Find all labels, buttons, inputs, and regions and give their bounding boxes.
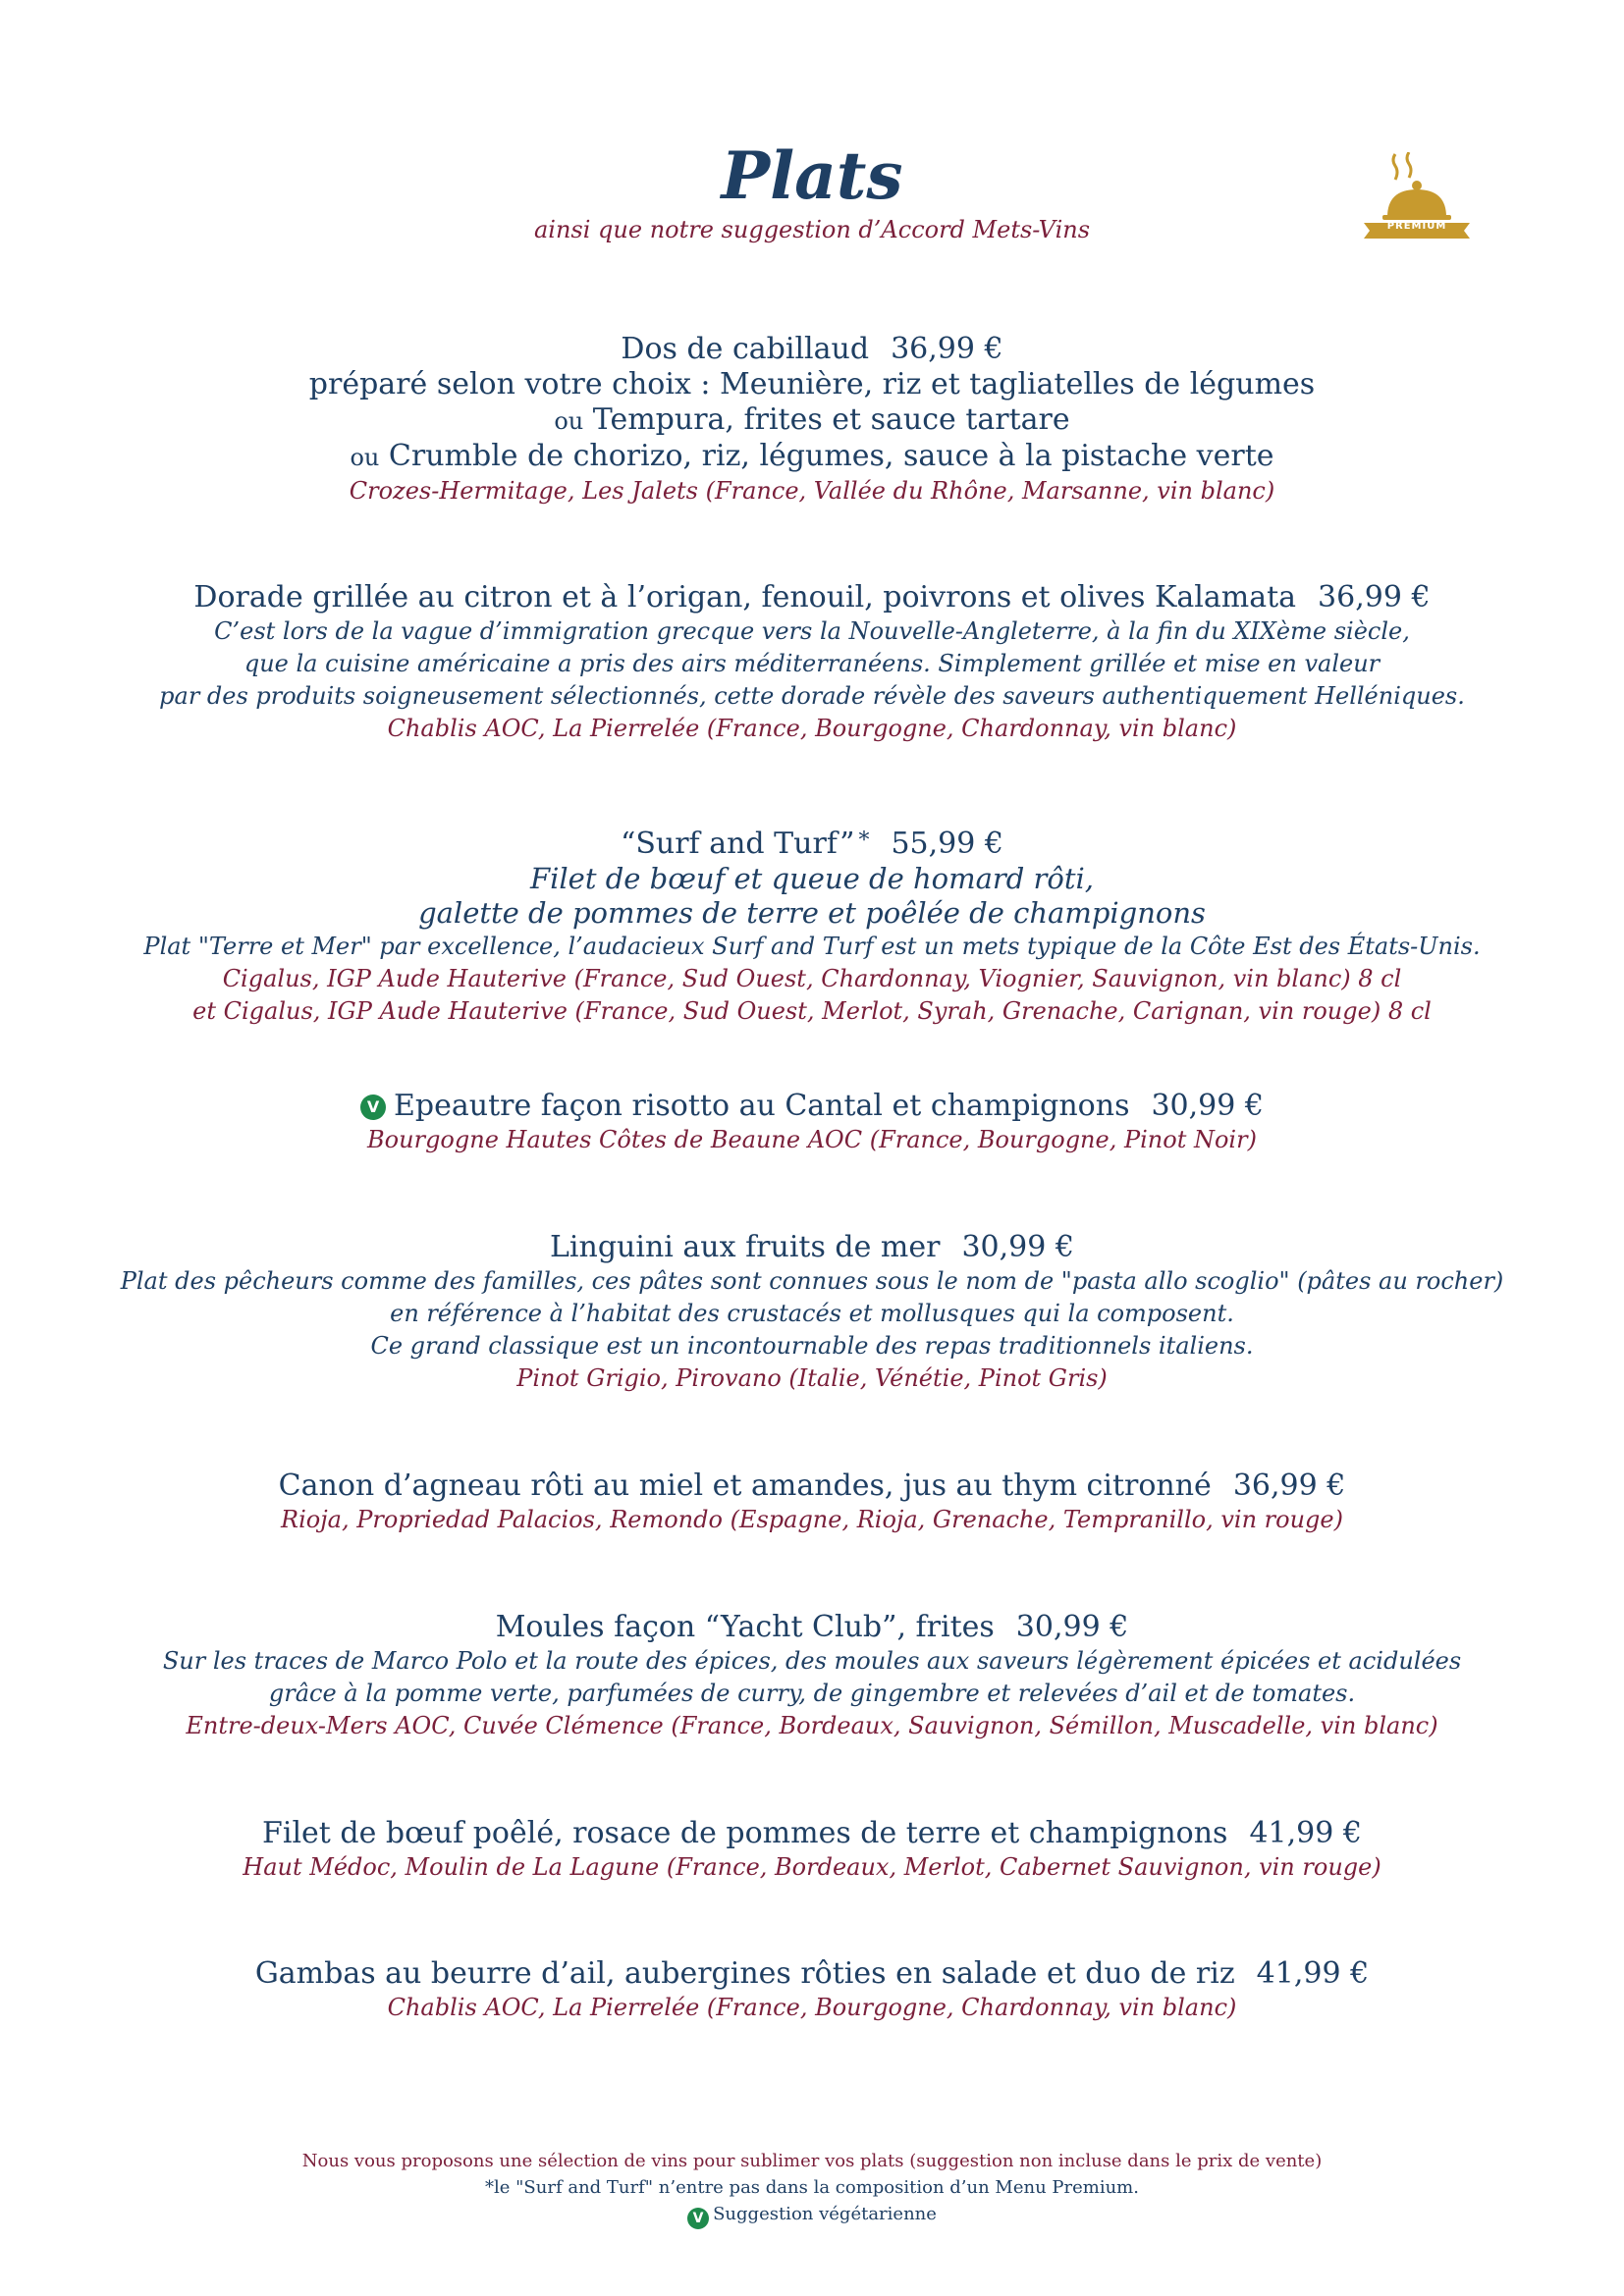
dish-description: que la cuisine américaine a pris des airs méditerranéens. Simplement grillée et mise en valeur bbox=[244, 650, 1380, 677]
dish-subtitle: galette de pommes de terre et poêlée de champignons bbox=[418, 896, 1206, 930]
dish-epeautre bbox=[0, 1089, 1624, 1156]
dish-price: 36,99 € bbox=[891, 332, 1003, 366]
page-subtitle: ainsi que notre suggestion d’Accord Mets-Vins bbox=[533, 216, 1091, 243]
menu-footer bbox=[0, 2148, 1624, 2229]
premium-badge bbox=[1358, 152, 1476, 245]
dish-option: Tempura, frites et sauce tartare bbox=[592, 402, 1070, 437]
dish-name: Dorade grillée au citron et à l’origan, fenouil, poivrons et olives Kalamata bbox=[193, 580, 1297, 614]
dish-filet-boeuf bbox=[0, 1816, 1624, 1884]
wine-pairing: et Cigalus, IGP Aude Hauterive (France, Sud Ouest, Merlot, Syrah, Grenache, Carignan, vin rouge) 8 cl bbox=[192, 997, 1432, 1025]
dish-asterisk: * bbox=[858, 828, 870, 853]
wine-pairing: Haut Médoc, Moulin de La Lagune (France, Bordeaux, Merlot, Cabernet Sauvignon, vin rouge) bbox=[243, 1853, 1381, 1881]
wine-pairing: Chablis AOC, La Pierrelée (France, Bourgogne, Chardonnay, vin blanc) bbox=[387, 1994, 1237, 2021]
dish-price: 30,99 € bbox=[1015, 1610, 1129, 1644]
dish-price: 30,99 € bbox=[961, 1230, 1074, 1264]
dish-name: Linguini aux fruits de mer bbox=[550, 1230, 941, 1264]
dish-linguini bbox=[0, 1230, 1624, 1395]
footer-veg-label: Suggestion végétarienne bbox=[713, 2204, 937, 2224]
premium-badge-label: PREMIUM bbox=[1386, 221, 1447, 232]
footer-wine-note: Nous vous proposons une sélection de vins pour sublimer vos plats (suggestion non incluse dans le prix de vente) bbox=[301, 2151, 1323, 2171]
dish-gambas bbox=[0, 1956, 1624, 2024]
wine-pairing: Entre-deux-Mers AOC, Cuvée Clémence (France, Bordeaux, Sauvignon, Sémillon, Muscadelle, vin blanc) bbox=[186, 1712, 1438, 1739]
dish-price: 41,99 € bbox=[1249, 1816, 1362, 1850]
dish-list bbox=[0, 332, 1624, 2024]
wine-pairing: Rioja, Propriedad Palacios, Remondo (Espagne, Rioja, Grenache, Tempranillo, vin rouge) bbox=[281, 1506, 1343, 1533]
dish-name: Gambas au beurre d’ail, aubergines rôties en salade et duo de riz bbox=[254, 1956, 1235, 1991]
dish-cabillaud bbox=[0, 332, 1624, 507]
dish-moules bbox=[0, 1610, 1624, 1742]
vegetarian-icon: V bbox=[687, 2208, 709, 2229]
vegetarian-icon: V bbox=[360, 1095, 386, 1120]
dish-subtitle: Filet de bœuf et queue de homard rôti, bbox=[530, 862, 1094, 895]
dish-agneau bbox=[0, 1468, 1624, 1536]
footer-veg-legend bbox=[0, 2201, 1624, 2229]
dish-price: 41,99 € bbox=[1256, 1956, 1370, 1991]
dish-option-or: ou bbox=[350, 444, 380, 471]
wine-pairing: Pinot Grigio, Pirovano (Italie, Vénétie, Pinot Gris) bbox=[516, 1364, 1108, 1392]
dish-description: en référence à l’habitat des crustacés et mollusques qui la composent. bbox=[390, 1300, 1234, 1327]
dish-price: 36,99 € bbox=[1318, 580, 1431, 614]
dish-price: 36,99 € bbox=[1232, 1468, 1346, 1503]
dish-name: Moules façon “Yacht Club”, frites bbox=[495, 1610, 995, 1644]
dish-name: Epeautre façon risotto au Cantal et champignons bbox=[394, 1089, 1130, 1123]
dish-option: Crumble de chorizo, riz, légumes, sauce à la pistache verte bbox=[388, 439, 1274, 473]
dish-description: Sur les traces de Marco Polo et la route des épices, des moules aux saveurs légèrement épicées et acidulées bbox=[162, 1647, 1462, 1675]
dish-name: Canon d’agneau rôti au miel et amandes, jus au thym citronné bbox=[278, 1468, 1212, 1503]
dish-dorade bbox=[0, 580, 1624, 745]
dish-description: C’est lors de la vague d’immigration grecque vers la Nouvelle-Angleterre, à la fin du XIXème siècle, bbox=[214, 617, 1410, 645]
dish-option: préparé selon votre choix : Meunière, riz et tagliatelles de légumes bbox=[308, 367, 1316, 401]
dish-description: Plat "Terre et Mer" par excellence, l’audacieux Surf and Turf est un mets typique de la Côte Est des États-Unis. bbox=[143, 933, 1481, 960]
wine-pairing: Cigalus, IGP Aude Hauterive (France, Sud Ouest, Chardonnay, Viognier, Sauvignon, vin blanc) 8 cl bbox=[222, 965, 1402, 992]
dish-price: 55,99 € bbox=[891, 827, 1003, 861]
wine-pairing: Bourgogne Hautes Côtes de Beaune AOC (France, Bourgogne, Pinot Noir) bbox=[367, 1126, 1257, 1153]
dish-name: Dos de cabillaud bbox=[621, 332, 870, 366]
footer-premium-note: *le "Surf and Turf" n’entre pas dans la composition d’un Menu Premium. bbox=[485, 2177, 1139, 2198]
dish-description: par des produits soigneusement sélectionnés, cette dorade révèle des saveurs authentiquement Helléniques. bbox=[159, 682, 1465, 710]
dish-description: grâce à la pomme verte, parfumées de curry, de gingembre et relevées d’ail et de tomates. bbox=[268, 1680, 1356, 1707]
wine-pairing: Chablis AOC, La Pierrelée (France, Bourgogne, Chardonnay, vin blanc) bbox=[387, 715, 1237, 742]
page-title: Plats bbox=[721, 137, 903, 214]
dish-option-or: ou bbox=[554, 407, 584, 435]
dish-description: Plat des pêcheurs comme des familles, ces pâtes sont connues sous le nom de "pasta allo scoglio" (pâtes au rocher) bbox=[120, 1267, 1504, 1295]
dish-name: “Surf and Turf” bbox=[621, 827, 855, 861]
dish-surf-and-turf bbox=[0, 824, 1624, 1028]
dish-price: 30,99 € bbox=[1151, 1089, 1264, 1123]
dish-description: Ce grand classique est un incontournable des repas traditionnels italiens. bbox=[370, 1332, 1254, 1360]
dish-name: Filet de bœuf poêlé, rosace de pommes de terre et champignons bbox=[262, 1816, 1228, 1850]
wine-pairing: Crozes-Hermitage, Les Jalets (France, Vallée du Rhône, Marsanne, vin blanc) bbox=[349, 477, 1275, 505]
